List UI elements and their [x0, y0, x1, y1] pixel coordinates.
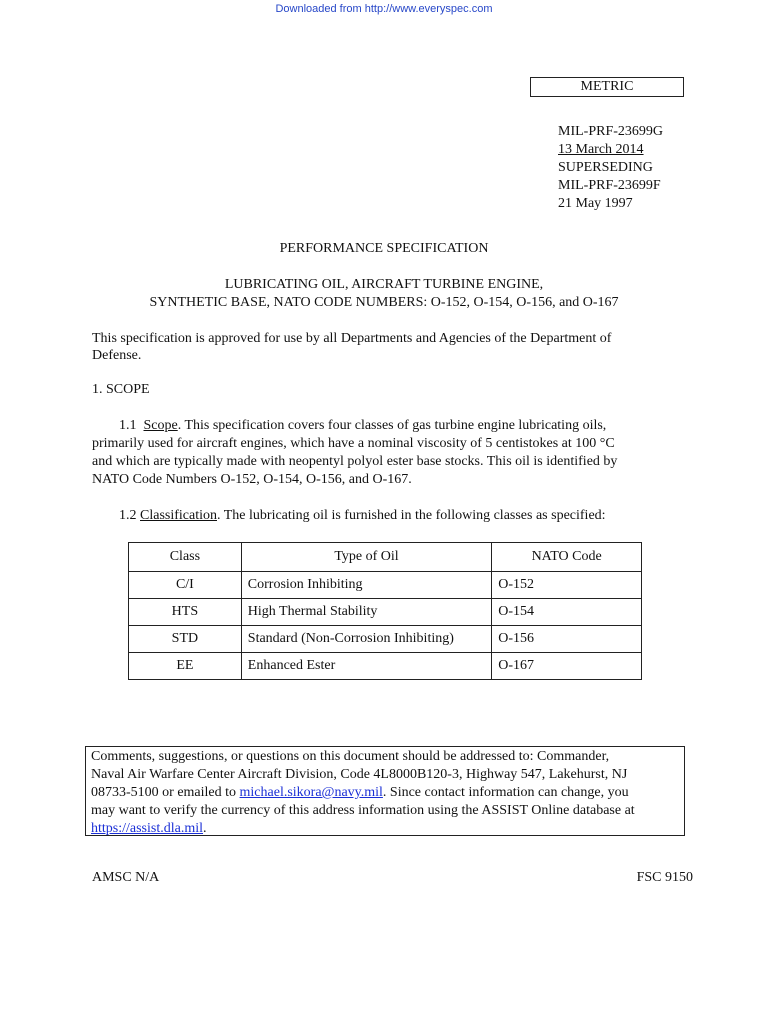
cell-type-of-oil: Corrosion Inhibiting [241, 572, 491, 599]
cell-type-of-oil: Enhanced Ester [241, 653, 491, 680]
table-row [129, 572, 642, 599]
table-row [129, 626, 642, 653]
classification-paragraph [119, 507, 719, 525]
table-header-row [129, 543, 642, 572]
cell-type-of-oil: Standard (Non-Corrosion Inhibiting) [241, 626, 491, 653]
classification-table [128, 542, 642, 680]
table-row [129, 599, 642, 626]
cell-class: HTS [129, 599, 242, 626]
approval-line-2: Defense. [92, 348, 142, 363]
cell-nato-code: O-152 [492, 572, 642, 599]
header-nato-code: NATO Code [492, 543, 642, 572]
comments-line-2: Naval Air Warfare Center Aircraft Division, Code 4L8000B120-3, Highway 547, Lakehurst, NJ [91, 767, 628, 782]
header-type-of-oil: Type of Oil [241, 543, 491, 572]
scope-title: Scope [143, 418, 178, 433]
specification-heading: PERFORMANCE SPECIFICATION [279, 241, 489, 256]
email-link[interactable]: michael.sikora@navy.mil [239, 785, 383, 800]
comments-box [85, 746, 685, 836]
scope-number: 1.1 [119, 418, 137, 433]
scope-paragraph-line-3: and which are typically made with neopentyl polyol ester base stocks. This oil is identified by [92, 454, 618, 469]
comments-line-5 [91, 820, 679, 838]
cell-class: STD [129, 626, 242, 653]
fsc-label: FSC 9150 [636, 870, 693, 885]
download-banner-link[interactable]: Downloaded from http://www.everyspec.com [275, 3, 493, 15]
approval-line-1: This specification is approved for use by all Departments and Agencies of the Department of [92, 331, 612, 346]
scope-text: . This specification covers four classes of gas turbine engine lubricating oils, [177, 418, 607, 433]
comments-line-3-prefix: 08733-5100 or emailed to [91, 785, 240, 800]
section-1-heading: 1. SCOPE [92, 382, 150, 397]
header-class: Class [129, 543, 242, 572]
cell-class: C/I [129, 572, 242, 599]
cell-nato-code: O-154 [492, 599, 642, 626]
classification-number: 1.2 [119, 508, 137, 523]
amsc-label: AMSC N/A [92, 870, 160, 885]
superseding-label: SUPERSEDING [558, 160, 653, 175]
document-number: MIL-PRF-23699G [558, 124, 664, 139]
title-line-1: LUBRICATING OIL, AIRCRAFT TURBINE ENGINE, [224, 277, 544, 292]
cell-nato-code: O-167 [492, 653, 642, 680]
comments-line-3 [91, 784, 679, 802]
scope-paragraph-line-2: primarily used for aircraft engines, which have a nominal viscosity of 5 centistokes at 100 °C [92, 436, 615, 451]
document-date: 13 March 2014 [558, 142, 644, 157]
scope-paragraph-line-4: NATO Code Numbers O-152, O-154, O-156, and O-167. [92, 472, 412, 487]
previous-document-number: MIL-PRF-23699F [558, 178, 661, 193]
cell-type-of-oil: High Thermal Stability [241, 599, 491, 626]
cell-nato-code: O-156 [492, 626, 642, 653]
comments-line-4: may want to verify the currency of this address information using the ASSIST Online database at [91, 803, 635, 818]
cell-class: EE [129, 653, 242, 680]
comments-line-3-suffix: . Since contact information can change, you [382, 785, 629, 800]
table-row [129, 653, 642, 680]
classification-title: Classification [140, 508, 217, 523]
assist-url-link[interactable]: https://assist.dla.mil [91, 821, 204, 836]
comments-line-1: Comments, suggestions, or questions on this document should be addressed to: Commander, [91, 749, 610, 764]
classification-text: . The lubricating oil is furnished in the following classes as specified: [217, 508, 606, 523]
comments-url-suffix: . [203, 821, 207, 836]
title-line-2: SYNTHETIC BASE, NATO CODE NUMBERS: O-152, O-154, O-156, and O-167 [149, 295, 619, 310]
previous-document-date: 21 May 1997 [558, 196, 633, 211]
metric-label: METRIC [530, 77, 684, 97]
scope-paragraph-line-1 [119, 417, 719, 435]
